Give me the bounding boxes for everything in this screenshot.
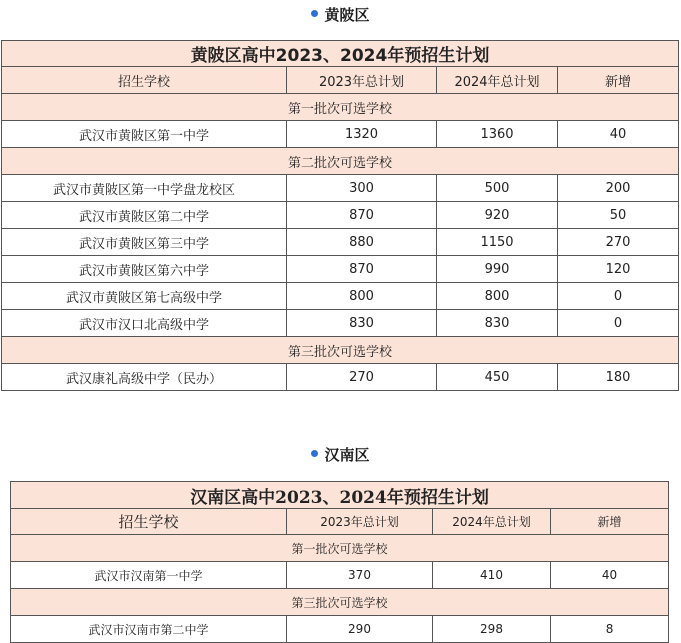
cell-school: 武汉市黄陂区第七高级中学 [2, 283, 287, 310]
cell-school: 武汉市汉口北高级中学 [2, 310, 287, 337]
group-row [2, 337, 679, 364]
cell-2023: 800 [287, 283, 437, 310]
cell-2023: 870 [287, 202, 437, 229]
table-header-row [2, 67, 679, 94]
enrollment-table-hannan [10, 481, 669, 643]
header-2024-plan: 2024年总计划 [433, 509, 551, 535]
cell-increase: 200 [558, 175, 679, 202]
cell-increase: 180 [558, 364, 679, 391]
section-heading-label: 黄陂区 [324, 6, 370, 24]
table-row [11, 616, 669, 643]
table-row [2, 364, 679, 391]
table-row [2, 256, 679, 283]
bullet-dot-icon [311, 450, 318, 457]
cell-2024: 500 [437, 175, 558, 202]
header-increase: 新增 [558, 67, 679, 94]
group-row [2, 148, 679, 175]
cell-increase: 40 [551, 562, 669, 589]
cell-school: 武汉市黄陂区第六中学 [2, 256, 287, 283]
header-2023-plan: 2023年总计划 [287, 67, 437, 94]
table-row [11, 562, 669, 589]
bullet-dot-icon [311, 10, 318, 17]
header-school: 招生学校 [11, 509, 287, 535]
table-title-row [11, 482, 669, 509]
cell-school: 武汉康礼高级中学（民办） [2, 364, 287, 391]
cell-2023: 870 [287, 256, 437, 283]
group-label: 第一批次可选学校 [11, 535, 669, 562]
cell-2023: 830 [287, 310, 437, 337]
cell-increase: 120 [558, 256, 679, 283]
cell-2023: 370 [287, 562, 433, 589]
table-row [2, 229, 679, 256]
group-label: 第一批次可选学校 [2, 94, 679, 121]
cell-school: 武汉市汉南市第二中学 [11, 616, 287, 643]
cell-increase: 0 [558, 283, 679, 310]
header-increase: 新增 [551, 509, 669, 535]
enrollment-table-huangpi [1, 40, 679, 391]
cell-school: 武汉市黄陂区第二中学 [2, 202, 287, 229]
cell-2024: 920 [437, 202, 558, 229]
cell-school: 武汉市黄陂区第一中学 [2, 121, 287, 148]
section-heading-huangpi [0, 4, 681, 25]
group-row [2, 94, 679, 121]
header-2023-plan: 2023年总计划 [287, 509, 433, 535]
cell-school: 武汉市黄陂区第三中学 [2, 229, 287, 256]
cell-2023: 270 [287, 364, 437, 391]
cell-increase: 50 [558, 202, 679, 229]
group-row [11, 589, 669, 616]
section-heading-label: 汉南区 [324, 446, 370, 464]
cell-2024: 410 [433, 562, 551, 589]
cell-2023: 300 [287, 175, 437, 202]
cell-2024: 990 [437, 256, 558, 283]
section-heading-hannan [0, 444, 681, 465]
cell-2023: 880 [287, 229, 437, 256]
group-label: 第三批次可选学校 [11, 589, 669, 616]
table-row [2, 310, 679, 337]
table-row [2, 283, 679, 310]
table-row [2, 175, 679, 202]
table-title: 汉南区高中2023、2024年预招生计划 [11, 482, 669, 509]
header-2024-plan: 2024年总计划 [437, 67, 558, 94]
cell-2024: 298 [433, 616, 551, 643]
cell-increase: 270 [558, 229, 679, 256]
cell-2024: 800 [437, 283, 558, 310]
cell-school: 武汉市汉南第一中学 [11, 562, 287, 589]
cell-school: 武汉市黄陂区第一中学盘龙校区 [2, 175, 287, 202]
table-row [2, 202, 679, 229]
cell-2024: 450 [437, 364, 558, 391]
cell-2023: 1320 [287, 121, 437, 148]
table-row [2, 121, 679, 148]
cell-increase: 40 [558, 121, 679, 148]
group-label: 第三批次可选学校 [2, 337, 679, 364]
cell-2024: 1360 [437, 121, 558, 148]
group-label: 第二批次可选学校 [2, 148, 679, 175]
header-school: 招生学校 [2, 67, 287, 94]
cell-2023: 290 [287, 616, 433, 643]
table-header-row [11, 509, 669, 535]
cell-increase: 8 [551, 616, 669, 643]
table-title: 黄陂区高中2023、2024年预招生计划 [2, 41, 679, 67]
table-title-row [2, 41, 679, 67]
cell-2024: 1150 [437, 229, 558, 256]
cell-2024: 830 [437, 310, 558, 337]
cell-increase: 0 [558, 310, 679, 337]
group-row [11, 535, 669, 562]
